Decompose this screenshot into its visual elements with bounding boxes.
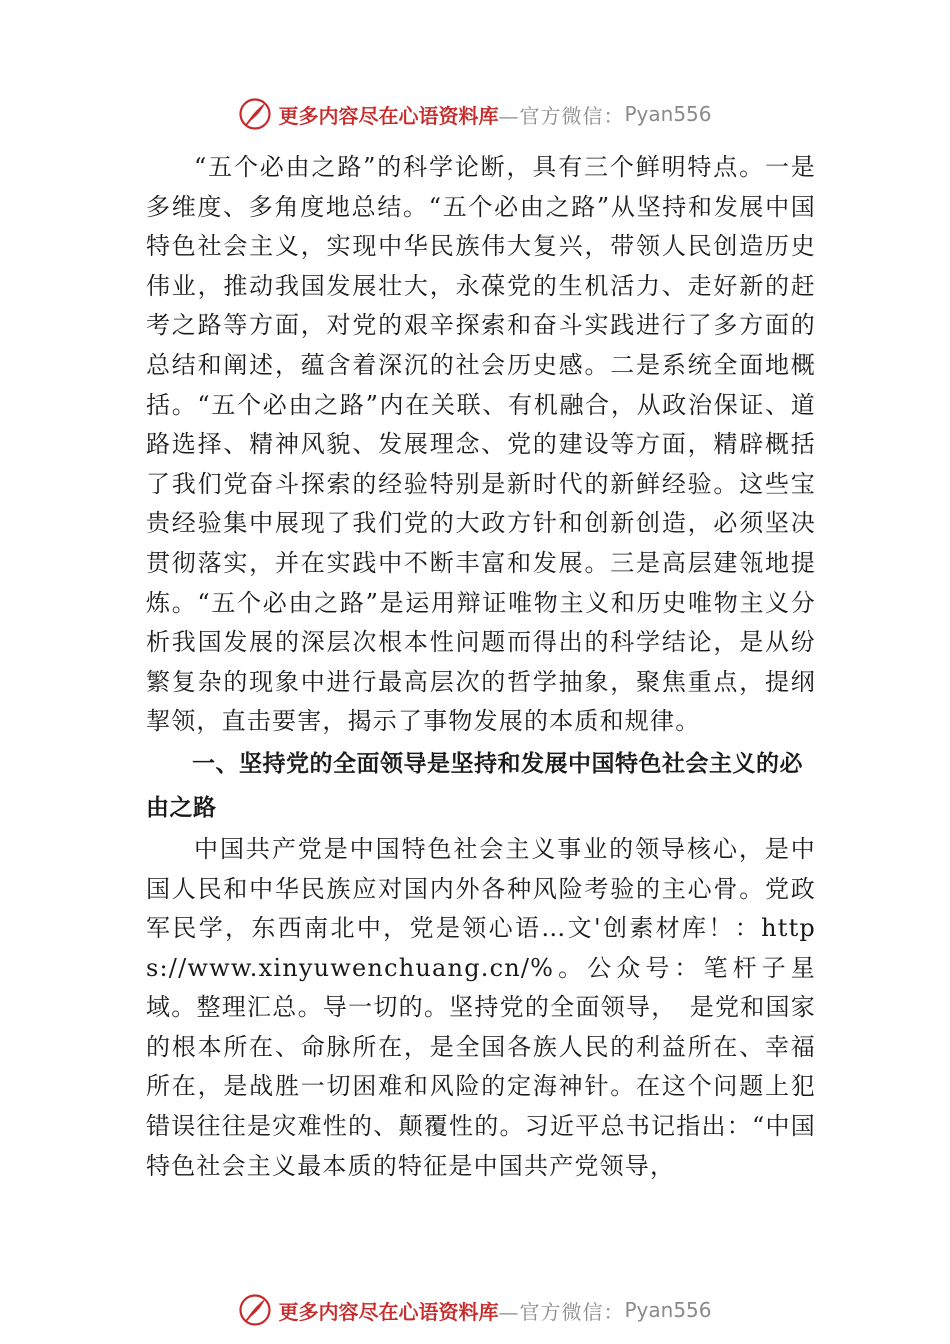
banner-wechat-label: —官方微信： (498, 1299, 625, 1324)
banner-wechat-id: Pyan556 (624, 1298, 712, 1322)
quill-seal-icon (238, 97, 272, 131)
intro-paragraph: “五个必由之路”的科学论断，具有三个鲜明特点。一是多维度、多角度地总结。“五个必由之路”从坚持和发展中国特色社会主义，实现中华民族伟大复兴，带领人民创造历史伟业，推动我国发展壮大，永葆党的生机活力、走好新的赶考之路等方面，对党的艰辛探索和奋斗实践进行了多方面的总结和阐述，蕴含着深沉的社会历史感。二是系统全面地概括。“五个必由之路”内在关联、有机融合，从政治保证、道路选择、精神风貌、发展理念、党的建设等方面，精辟概括了我们党奋斗探索的经验特别是新时代的新鲜经验。这些宝贵经验集中展现了我们党的大政方针和创新创造，必须坚决贯彻落实，并在实践中不断丰富和发展。三是高层建瓴地提炼。“五个必由之路”是运用辩证唯物主义和历史唯物主义分析我国发展的深层次根本性问题而得出的科学结论，是从纷繁复杂的现象中进行最高层次的哲学抽象，聚焦重点，提纲挈领，直击要害，揭示了事物发展的本质和规律。 (146, 153, 816, 736)
document-body (146, 148, 816, 1186)
banner-wechat-id: Pyan556 (624, 102, 712, 126)
section-heading: 一、坚持党的全面领导是坚持和发展中国特色社会主义的必由之路 (146, 750, 803, 821)
banner-library-text: 更多内容尽在心语资料库 (278, 1299, 499, 1324)
quill-seal-icon (238, 1293, 272, 1327)
section-paragraph: 中国共产党是中国特色社会主义事业的领导核心，是中国人民和中华民族应对国内外各种风险考验的主心骨。党政军民学，东西南北中，党是领心语…文'创素材库！：https://www.xinyuwenchuang.cn/%。公众号：笔杆子星域。整理汇总。导一切的。坚持党的全面领导， 是党和国家的根本所在、命脉所在，是全国各族人民的利益所在、幸福所在，是战胜一切困难和风险的定海神针。在这个问题上犯错误往往是灾难性的、颠覆性的。习近平总书记指出：“中国特色社会主义最本质的特征是中国共产党领导， (146, 834, 816, 1180)
footer-banner (0, 1288, 950, 1332)
banner-library-text: 更多内容尽在心语资料库 (278, 103, 499, 128)
header-banner (0, 92, 950, 136)
banner-wechat-label: —官方微信： (498, 103, 625, 128)
